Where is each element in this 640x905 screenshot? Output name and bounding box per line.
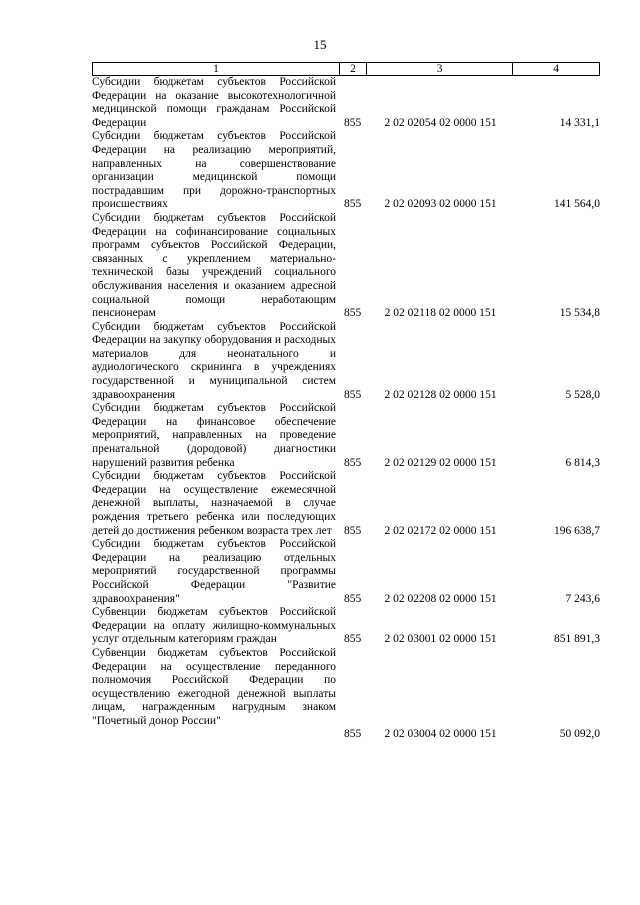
table-row <box>92 647 600 742</box>
row-amount: 6 814,3 <box>565 456 600 469</box>
row-description: Субсидии бюджетам субъектов Российской Федерации на оказание высокотехнологичной медицинской помощи гражданам Российской Федерации <box>92 76 336 129</box>
row-amount: 196 638,7 <box>554 524 600 537</box>
table-row <box>92 212 600 321</box>
row-description: Субвенции бюджетам субъектов Российской Федерации на оплату жилищно-коммунальных услуг отдельным категориям граждан <box>92 606 336 646</box>
row-amount: 851 891,3 <box>554 633 600 646</box>
table-row <box>92 321 600 403</box>
column-header-2: 2 <box>340 63 367 75</box>
row-admin-code: 855 <box>344 198 362 211</box>
row-budget-code: 2 02 02129 02 0000 151 <box>384 456 497 469</box>
table-row <box>92 402 600 470</box>
row-budget-code: 2 02 02093 02 0000 151 <box>384 198 497 211</box>
table-row <box>92 538 600 606</box>
row-amount: 15 534,8 <box>559 307 600 320</box>
row-description: Субсидии бюджетам субъектов Российской Федерации на финансовое обеспечение мероприятий, направленных на проведение пренатальной (дородовой) диагностики нарушений развития ребенка <box>92 402 336 469</box>
row-description: Субсидии бюджетам субъектов Российской Федерации на осуществление ежемесячной денежной выплаты, назначаемой в случае рождения третьего ребенка или последующих детей до достижения ребенком возраста трех лет <box>92 470 336 537</box>
table-row <box>92 606 600 647</box>
row-admin-code: 855 <box>344 633 362 646</box>
row-budget-code: 2 02 03001 02 0000 151 <box>384 633 497 646</box>
table-row <box>92 130 600 212</box>
row-amount: 5 528,0 <box>565 388 600 401</box>
row-admin-code: 855 <box>344 388 362 401</box>
row-budget-code: 2 02 03004 02 0000 151 <box>384 727 497 740</box>
column-header-4: 4 <box>553 63 560 75</box>
row-amount: 7 243,6 <box>565 592 600 605</box>
table-header-row <box>92 62 600 76</box>
row-admin-code: 855 <box>344 307 362 320</box>
row-admin-code: 855 <box>344 592 362 605</box>
row-amount: 50 092,0 <box>559 727 600 740</box>
row-budget-code: 2 02 02054 02 0000 151 <box>384 116 497 129</box>
row-description: Субсидии бюджетам субъектов Российской Федерации на софинансирование социальных программ субъектов Российской Федерации, связанных с укреплением материально-технической базы учреждений социального обслуживания населения и оказанием адресной социальной помощи неработающим пенсионерам <box>92 211 336 320</box>
row-admin-code: 855 <box>344 116 362 129</box>
row-description: Субсидии бюджетам субъектов Российской Федерации на реализацию мероприятий, направленных на совершенствование организации медицинской помощи пострадавшим при дорожно-транспортных происшествиях <box>92 130 336 211</box>
page-number: 15 <box>313 37 327 52</box>
row-amount: 141 564,0 <box>554 198 600 211</box>
row-description: Субвенции бюджетам субъектов Российской Федерации на осуществление переданного полномочия Российской Федерации по осуществлению ежегодной денежной выплаты лицам, награжденным нагрудным знаком "Почетный донор России" <box>92 646 336 727</box>
row-admin-code: 855 <box>344 727 362 740</box>
column-header-1: 1 <box>93 63 340 75</box>
row-budget-code: 2 02 02208 02 0000 151 <box>384 592 497 605</box>
row-amount: 14 331,1 <box>559 116 600 129</box>
table-row <box>92 470 600 538</box>
row-budget-code: 2 02 02128 02 0000 151 <box>384 388 497 401</box>
row-admin-code: 855 <box>344 524 362 537</box>
budget-table <box>92 62 600 742</box>
row-description: Субсидии бюджетам субъектов Российской Федерации на реализацию отдельных мероприятий государственной программы Российской Федерации "Развитие здравоохранения" <box>92 538 336 605</box>
table-row <box>92 76 600 130</box>
row-budget-code: 2 02 02172 02 0000 151 <box>384 524 497 537</box>
row-budget-code: 2 02 02118 02 0000 151 <box>384 307 497 320</box>
column-header-3: 3 <box>367 63 513 75</box>
row-admin-code: 855 <box>344 456 362 469</box>
row-description: Субсидии бюджетам субъектов Российской Федерации на закупку оборудования и расходных материалов для неонатального и аудиологического скрининга в учреждениях государственной и муниципальной систем здравоохранения <box>92 320 336 401</box>
